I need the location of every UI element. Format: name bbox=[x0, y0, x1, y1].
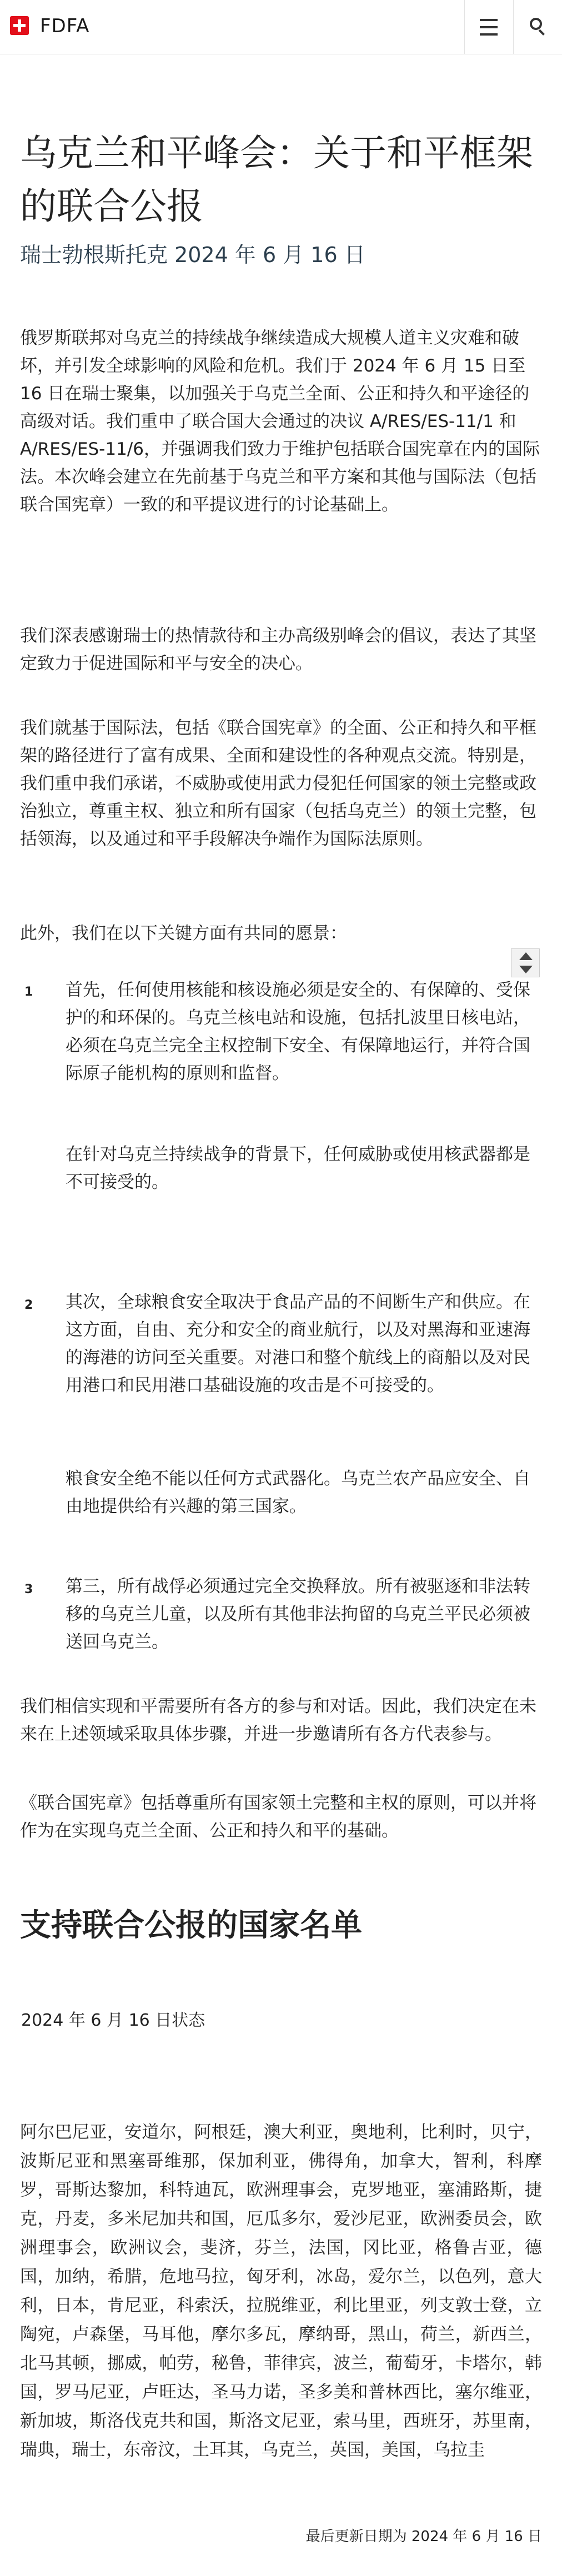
countries-status-date: 2024 年 6 月 16 日状态 bbox=[21, 2011, 205, 2030]
swiss-cross-icon[interactable] bbox=[10, 16, 29, 35]
page-title: 乌克兰和平峰会：关于和平框架的联合公报 bbox=[20, 132, 533, 228]
list-item-text: 第三，所有战俘必须通过完全交换释放。所有被驱逐和非法转移的乌克兰儿童，以及所有其他非法拘留的乌克兰平民必须被送回乌克兰。 bbox=[66, 1576, 530, 1652]
list-item-extra: 粮食安全绝不能以任何方式武器化。乌克兰农产品应安全、自由地提供给有兴趣的第三国家。 bbox=[66, 1469, 530, 1517]
closing-paragraph: 《联合国宪章》包括尊重所有国家领土完整和主权的原则，可以并将作为在实现乌克兰全面、公正和持久和平的基础。 bbox=[20, 1793, 536, 1841]
scroll-up-down-icon[interactable] bbox=[511, 948, 540, 977]
countries-section-title: 支持联合公报的国家名单 bbox=[20, 1907, 362, 1944]
cross-horizontal-bar bbox=[13, 24, 26, 27]
shared-vision-paragraph: 此外，我们在以下关键方面有共同的愿景： bbox=[20, 923, 347, 943]
list-number: 1 bbox=[24, 985, 33, 999]
site-name[interactable]: FDFA bbox=[40, 15, 90, 37]
list-item-text: 其次，全球粮食安全取决于食品产品的不间断生产和供应。在这方面，自由、充分和安全的商业航行，以及对黑海和亚速海的海港的访问至关重要。对港口和整个航线上的商船以及对民用港口和民用港口基础设施的攻击是不可接受的。 bbox=[66, 1292, 530, 1395]
hamburger-menu-icon bbox=[480, 19, 498, 36]
intro-paragraph: 俄罗斯联邦对乌克兰的持续战争继续造成大规模人道主义灾难和破坏，并引发全球影响的风险和危机。我们于 2024 年 6 月 15 日至 16 日在瑞士聚集，以加强关于乌克兰全面、公正和持久和平途径的高级对话。我们重申了联合国大会通过的决议 A/RES/ES-11/1 和 A/RES/ES-11/6，并强调我们致力于维护包括联合国宪章在内的国际法。本次峰会建立在先前基于乌克兰和平方案和其他与国际法（包括联合国宪章）一致的和平提议进行的讨论基础上。 bbox=[20, 328, 540, 515]
menu-button[interactable] bbox=[464, 0, 513, 54]
search-button[interactable] bbox=[513, 0, 562, 54]
list-number: 3 bbox=[24, 1583, 33, 1596]
article-date-location: 瑞士勃根斯托克 2024 年 6 月 16 日 bbox=[20, 243, 365, 267]
principles-paragraph: 我们就基于国际法，包括《联合国宪章》的全面、公正和持久和平框架的路径进行了富有成果、全面和建设性的各种观点交流。特别是，我们重申我们承诺，不威胁或使用武力侵犯任何国家的领土完整或政治独立，尊重主权、独立和所有国家（包括乌克兰）的领土完整，包括领海，以及通过和平手段解决争端作为国际法原则。 bbox=[20, 718, 536, 849]
last-updated: 最后更新日期为 2024 年 6 月 16 日 bbox=[305, 2528, 542, 2545]
list-item-extra: 在针对乌克兰持续战争的背景下，任何威胁或使用核武器都是不可接受的。 bbox=[66, 1144, 530, 1192]
list-number: 2 bbox=[24, 1298, 33, 1312]
site-header bbox=[0, 0, 562, 54]
thanks-paragraph: 我们深表感谢瑞士的热情款待和主办高级别峰会的倡议，表达了其坚定致力于促进国际和平与安全的决心。 bbox=[20, 626, 536, 674]
search-icon bbox=[530, 18, 546, 34]
countries-list: 阿尔巴尼亚，安道尔，阿根廷，澳大利亚，奥地利，比利时，贝宁，波斯尼亚和黑塞哥维那，保加利亚，佛得角，加拿大，智利，科摩罗，哥斯达黎加，科特迪瓦，欧洲理事会，克罗地亚，塞浦路斯，捷克，丹麦，多米尼加共和国，厄瓜多尔，爱沙尼亚，欧洲委员会，欧洲理事会，欧洲议会，斐济，芬兰，法国，冈比亚，格鲁吉亚，德国，加纳，希腊，危地马拉，匈牙利，冰岛，爱尔兰，以色列，意大利，日本，肯尼亚，科索沃，拉脱维亚，利比里亚，列支敦士登，立陶宛，卢森堡，马耳他，摩尔多瓦，摩纳哥，黑山，荷兰，新西兰，北马其顿，挪威，帕劳，秘鲁，菲律宾，波兰，葡萄牙，卡塔尔，韩国，罗马尼亚，卢旺达，圣马力诺，圣多美和普林西比，塞尔维亚，新加坡，斯洛伐克共和国，斯洛文尼亚，索马里，西班牙，苏里南，瑞典，瑞士，东帝汶，土耳其，乌克兰，英国，美国，乌拉圭 bbox=[20, 2122, 542, 2460]
closing-paragraph: 我们相信实现和平需要所有各方的参与和对话。因此，我们决定在未来在上述领域采取具体步骤，并进一步邀请所有各方代表参与。 bbox=[20, 1696, 536, 1744]
list-item-text: 首先，任何使用核能和核设施必须是安全的、有保障的、受保护的和环保的。乌克兰核电站和设施，包括扎波里日核电站，必须在乌克兰完全主权控制下安全、有保障地运行，并符合国际原子能机构的原则和监督。 bbox=[66, 980, 530, 1083]
